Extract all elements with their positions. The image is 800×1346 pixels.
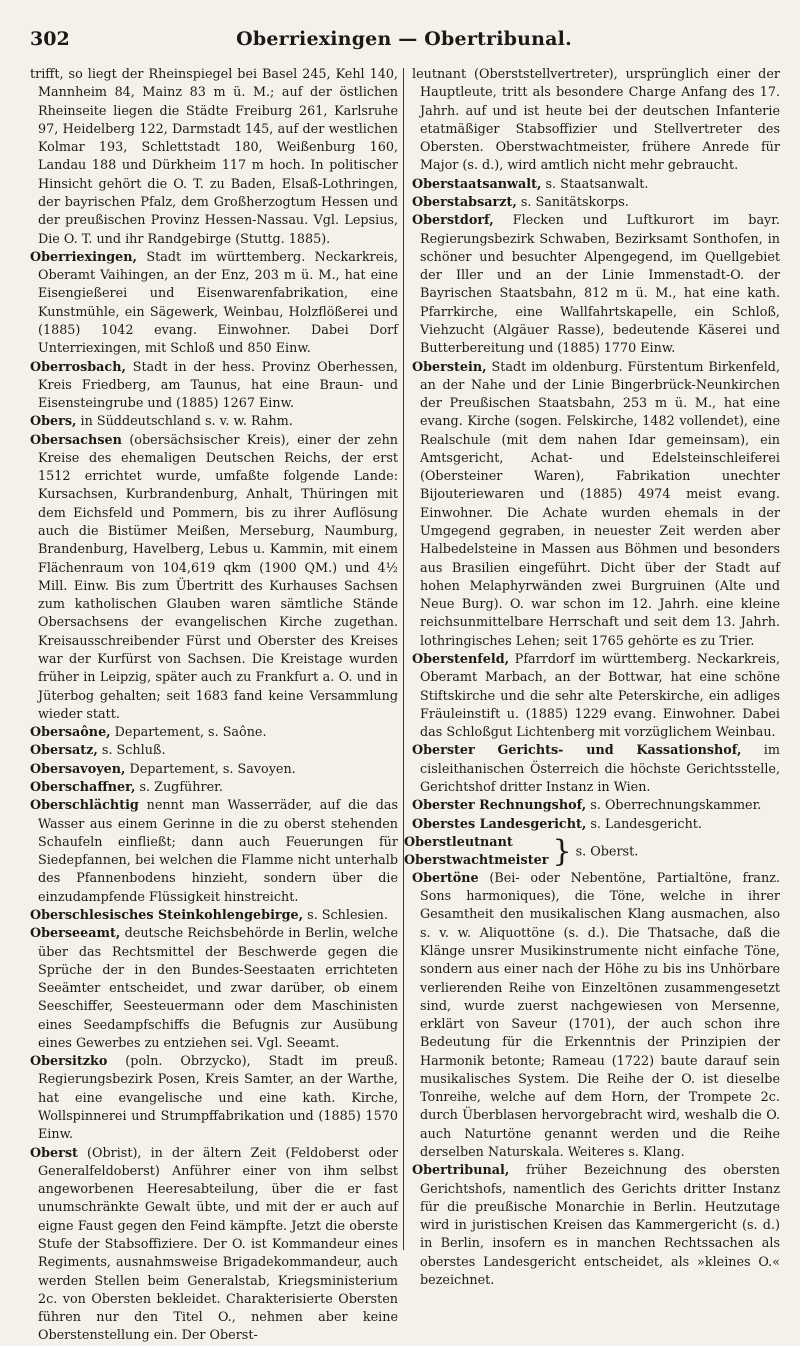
entry-lemma: Oberst bbox=[30, 1145, 78, 1161]
right-column-entries bbox=[412, 66, 780, 834]
entry-lemma: Oberschlesisches Steinkohlengebirge, bbox=[30, 907, 304, 923]
entry-text: s. Schluß. bbox=[97, 743, 166, 759]
entry-text: Flecken und Luftkurort im bayr. Regierungsbezirk Schwaben, Bezirksamt Sonthofen, in schöner und besuchter Alpengegend, im Quellgebiet der Iller und an der Linie Immenstadt-O. der Bayrischen Staatsbahn, 812 m ü. M., hat eine kath. Pfarrkirche, eine Wallfahrtskapelle, ein Schloß, Viehzucht (Algäuer Rasse), bedeutende Käserei und Butterbereitung und (1885) 1770 Einw. bbox=[420, 213, 780, 357]
entry-text: deutsche Reichsbehörde in Berlin, welche über das Rechtsmittel der Beschwerde gegen die Sprüche der in den Bundes-Seestaaten errichteten Seeämter entscheidet, und zwar darüber, ob einem Seeschiffer, Seesteuermann oder dem Maschinisten eines Seedampfschiffs die Befugnis zur Ausübung eines Gewerbes zu entziehen sei. Vgl. Seeamt. bbox=[38, 926, 398, 1051]
entry-lemma: Oberstaatsanwalt, bbox=[412, 176, 542, 192]
entry-lemma: Obersaône, bbox=[30, 725, 111, 741]
entry-text: s. Staatsanwalt. bbox=[541, 176, 649, 192]
entry-text: s. Oberrechnungskammer. bbox=[586, 798, 762, 814]
entry-text: (obersächsischer Kreis), einer der zehn Kreise des ehemaligen Deutschen Reichs, der erst 1512 errichtet wurde, umfaßte folgende Lande: Kursachsen, Kurbrandenburg, Anhalt, Thüringen mit dem Eichsfeld und Pommern, bis zu ihrer Auflösung auch die Bistümer Meißen, Merseburg, Naumburg, Brandenburg, Havelberg, Lebus u. Kammin, mit einem Flächenraum von 104,619 qkm (1900 QM.) und 4½ Mill. Einw. Bis zum Übertritt des Kurhauses Sachsen zum katholischen Glauben waren sämtliche Stände Obersachsens der evangelischen Kirche zugethan. Kreisausschreibender Fürst und Oberster des Kreises war der Kurfürst von Sachsen. Die Kreistage wurden früher in Leipzig, später auch zu Frankfurt a. O. und in Jüterbog gehalten; seit 1683 fand keine Versammlung wieder statt. bbox=[38, 432, 398, 722]
entry-text: s. Zugführer. bbox=[135, 779, 223, 795]
entry-text: im cisleithanischen Österreich die höchste Gerichtsstelle, Gerichtshof dritter Instanz in Wien. bbox=[420, 743, 780, 795]
dictionary-entry bbox=[412, 66, 780, 176]
entry-text: leutnant (Oberststellvertreter), ursprünglich einer der Hauptleute, tritt als besondere Charge Anfang des 17. Jahrh. auf und ist heute bei der deutschen Infanterie etatmäßiger Stabsoffizier und Stellvertreter des Obersten. Oberstwachtmeister, frühere Anrede für Major (s. d.), wird amtlich nicht mehr gebraucht. bbox=[412, 67, 780, 174]
column-divider bbox=[403, 68, 404, 1250]
dictionary-entry bbox=[30, 907, 398, 925]
dictionary-entry bbox=[30, 925, 398, 1053]
entry-lemma: Obertribunal, bbox=[412, 1163, 510, 1179]
entry-lemma: Oberriexingen, bbox=[30, 249, 137, 265]
entry-text: Stadt in der hess. Provinz Oberhessen, Kreis Friedberg, am Taunus, hat eine Braun- und Eisensteingrube und (1885) 1267 Einw. bbox=[38, 359, 398, 412]
dictionary-entry bbox=[30, 432, 398, 725]
entry-lemma: Obersitzko bbox=[30, 1054, 108, 1070]
entry-lemma: Obersatz, bbox=[30, 743, 98, 759]
running-head: Oberriexingen — Obertribunal. bbox=[236, 28, 572, 50]
dictionary-entry bbox=[412, 651, 780, 742]
dictionary-entry bbox=[412, 212, 780, 358]
right-column-entries-continued bbox=[412, 870, 780, 1290]
entry-text: s. Schlesien. bbox=[303, 907, 388, 923]
entry-lemma: Oberstdorf, bbox=[412, 213, 494, 229]
right-column bbox=[404, 66, 780, 1290]
entry-text: Departement, s. Saône. bbox=[110, 725, 267, 741]
dictionary-entry bbox=[412, 194, 780, 212]
dictionary-entry bbox=[30, 249, 398, 359]
page-header bbox=[30, 28, 778, 58]
entry-text: (poln. Obrzycko), Stadt im preuß. Regierungsbezirk Posen, Kreis Samter, an der Warthe, hat eine evangelische und eine kath. Kirche, Wollspinnerei und Strumpffabrikation und (1885) 1570 Einw. bbox=[38, 1054, 398, 1143]
entry-text: Stadt im oldenburg. Fürstentum Birkenfeld, an der Nahe und der Linie Bingerbrück-Neunkirchen der Preußischen Staatsbahn, 253 m ü. M., hat eine evang. Kirche (sogen. Felskirche, 1482 vollendet), eine Realschule (mit dem nahen Idar gemeinsam), ein Amtsgericht, Achat- und Edelsteinschleiferei (Obersteiner Waren), Fabrikation unechter Bijouteriewaren und (1885) 4974 meist evang. Einwohner. Die Achate wurden ehemals in der Umgegend gegraben, in neuester Zeit werden aber Halbedelsteine in Massen aus Böhmen und besonders aus Brasilien eingeführt. Dicht über der Stadt auf hohen Melaphyrwänden zwei Burgruinen (Alte und Neue Burg). O. war schon im 12. Jahrh. eine kleine reichsunmittelbare Herrschaft und seit dem 13. Jahrh. lothringisches Lehen; seit 1765 gehörte es zu Trier. bbox=[420, 359, 780, 649]
entry-text: s. Oberst. bbox=[575, 844, 639, 860]
entry-lemma: Obersachsen bbox=[30, 432, 122, 448]
entry-text: s. Sanitätskorps. bbox=[516, 194, 629, 210]
entry-lemma: Obers, bbox=[30, 414, 77, 430]
entry-text: früher Bezeichnung des obersten Gerichtshofs, namentlich des Gerichts dritter Instanz für die preußische Monarchie in Berlin. Heutzutage wird in juristischen Kreisen das Kammergericht (s. d.) in Berlin, insofern es in manchen Rechtssachen als oberstes Landesgericht entscheidet, als »kleines O.« bezeichnet. bbox=[420, 1163, 780, 1288]
dictionary-entry bbox=[30, 66, 398, 249]
dictionary-entry bbox=[30, 413, 398, 431]
entry-lemma: Oberstabsarzt, bbox=[412, 194, 517, 210]
entry-text: (Bei- oder Nebentöne, Partialtöne, franz. Sons harmoniques), die Töne, welche in ihrer Gesamtheit den musikalischen Klang ausmachen, also s. v. w. Aliquottöne (s. d.). Die Thatsache, daß die Klänge unsrer Musikinstrumente nicht einfache Töne, sondern aus einer nach der Höhe zu bis ins Unhörbare verlierenden Reihe von Einzeltönen zusammengesetzt sind, wurde zuerst nachgewiesen von Mersenne, erklärt von Saveur (1701), der auch schon ihre Bedeutung für die Erkenntnis der Prinzipien der Harmonik betonte; Rameau (1722) baute darauf sein musikalisches System. Die Reihe der O. ist dieselbe Tonreihe, welche auf dem Horn, der Trompete 2c. durch Überblasen hervorgebracht wird, weshalb die O. auch Naturtöne genannt werden und die Reihe derselben Naturskala. Weiteres s. Klang. bbox=[420, 870, 780, 1161]
entry-lemma: Oberstenfeld, bbox=[412, 652, 510, 667]
dictionary-entry bbox=[412, 359, 780, 652]
dictionary-entry bbox=[412, 870, 780, 1163]
brace-lemmas bbox=[404, 834, 549, 870]
dictionary-entry bbox=[412, 742, 780, 797]
dictionary-entry bbox=[30, 742, 398, 760]
entry-lemma: Oberrosbach, bbox=[30, 359, 126, 375]
dictionary-entry bbox=[412, 1162, 780, 1290]
entry-text: Stadt im württemberg. Neckarkreis, Oberamt Vaihingen, an der Enz, 203 m ü. M., hat eine Eisengießerei und Eisenwarenfabrikation, eine Kunstmühle, ein Sägewerk, Weinbau, Holzflößerei und (1885) 1042 evang. Einwohner. Dabei Dorf Unterriexingen, mit Schloß und 850 Einw. bbox=[38, 249, 398, 357]
entry-text: trifft, so liegt der Rheinspiegel bei Basel 245, Kehl 140, Mannheim 84, Mainz 83 m ü. M.; auf der östlichen Rheinseite liegen die Städte Freiburg 261, Karlsruhe 97, Heidelberg 122, Darmstadt 145, auf der westlichen Kolmar 193, Schlettstadt 180, Weißenburg 160, Landau 188 und Dürkheim 117 m hoch. In politischer Hinsicht gehört die O. T. zu Baden, Elsaß-Lothringen, der bayrischen Pfalz, dem Großherzogtum Hessen und der preußischen Provinz Hessen-Nassau. Vgl. Lepsius, Die O. T. und ihr Randgebirge (Stuttg. 1885). bbox=[30, 67, 398, 247]
dictionary-entry bbox=[30, 797, 398, 907]
entry-lemma: Obersavoyen, bbox=[30, 761, 126, 777]
entry-lemma: Obertöne bbox=[412, 870, 479, 886]
dictionary-entry bbox=[30, 359, 398, 414]
entry-text: s. Landesgericht. bbox=[586, 816, 702, 832]
dictionary-entry bbox=[412, 797, 780, 815]
dictionary-entry bbox=[30, 1145, 398, 1346]
entry-lemma: Oberster Gerichts- und Kassationshof, bbox=[412, 743, 742, 759]
left-column bbox=[30, 66, 398, 1346]
entry-lemma-oberstleutnant: Oberstleutnant bbox=[404, 834, 513, 850]
entry-lemma: Oberstein, bbox=[412, 359, 487, 375]
dictionary-entry bbox=[30, 1053, 398, 1144]
entry-text: Departement, s. Savoyen. bbox=[125, 761, 296, 777]
entry-text: in Süddeutschland s. v. w. Rahm. bbox=[76, 414, 293, 430]
page-number: 302 bbox=[30, 28, 70, 50]
dictionary-entry bbox=[30, 779, 398, 797]
dictionary-entry bbox=[30, 724, 398, 742]
entry-lemma: Oberseeamt, bbox=[30, 926, 121, 942]
entry-text: (Obrist), in der ältern Zeit (Feldoberst oder Generalfeldoberst) Anführer einer von ihm selbst angeworbenen Heeresabteilung, über die er fast unumschränkte Gewalt übte, und mit der er auch auf eigne Faust gegen den Feind kämpfte. Jetzt die oberste Stufe der Stabsoffiziere. Der O. ist Kommandeur eines Regiments, ausnahmsweise Brigadekommandeur, auch werden Stellen beim Generalstab, Kriegsministerium 2c. von Obersten bekleidet. Charakterisierte Obersten führen nur den Titel O., nehmen aber keine Oberstenstellung ein. Der Oberst- bbox=[38, 1145, 398, 1344]
entry-text: nennt man Wasserräder, auf die das Wasser aus einem Gerinne in die zu oberst stehenden Schaufeln einfließt; dann auch Feuerungen für Siedepfannen, bei welchen die Flamme nicht unterhalb des Pfannenbodens hinzieht, sondern über die einzudampfende Flüssigkeit hinstreicht. bbox=[38, 798, 398, 905]
entry-lemma: Oberschlächtig bbox=[30, 798, 139, 814]
dictionary-entry bbox=[412, 816, 780, 834]
entry-lemma: Oberschaffner, bbox=[30, 779, 136, 795]
entry-lemma: Oberstes Landesgericht, bbox=[412, 816, 587, 832]
brace-icon: } bbox=[552, 833, 572, 869]
brace-entry bbox=[404, 833, 780, 870]
dictionary-entry bbox=[412, 176, 780, 194]
entry-lemma: Oberster Rechnungshof, bbox=[412, 798, 587, 814]
entry-text: Pfarrdorf im württemberg. Neckarkreis, Oberamt Marbach, an der Bottwar, hat eine schöne Stiftskirche und die sehr alte Peterskirche, ein adliges Fräuleinstift u. (1885) 1229 evang. Einwohner. Dabei das Schloßgut Lichtenberg mit vorzüglichem Weinbau. bbox=[420, 652, 780, 741]
dictionary-entry bbox=[30, 761, 398, 779]
entry-lemma-oberstwachtmeister: Oberstwachtmeister bbox=[404, 852, 549, 868]
